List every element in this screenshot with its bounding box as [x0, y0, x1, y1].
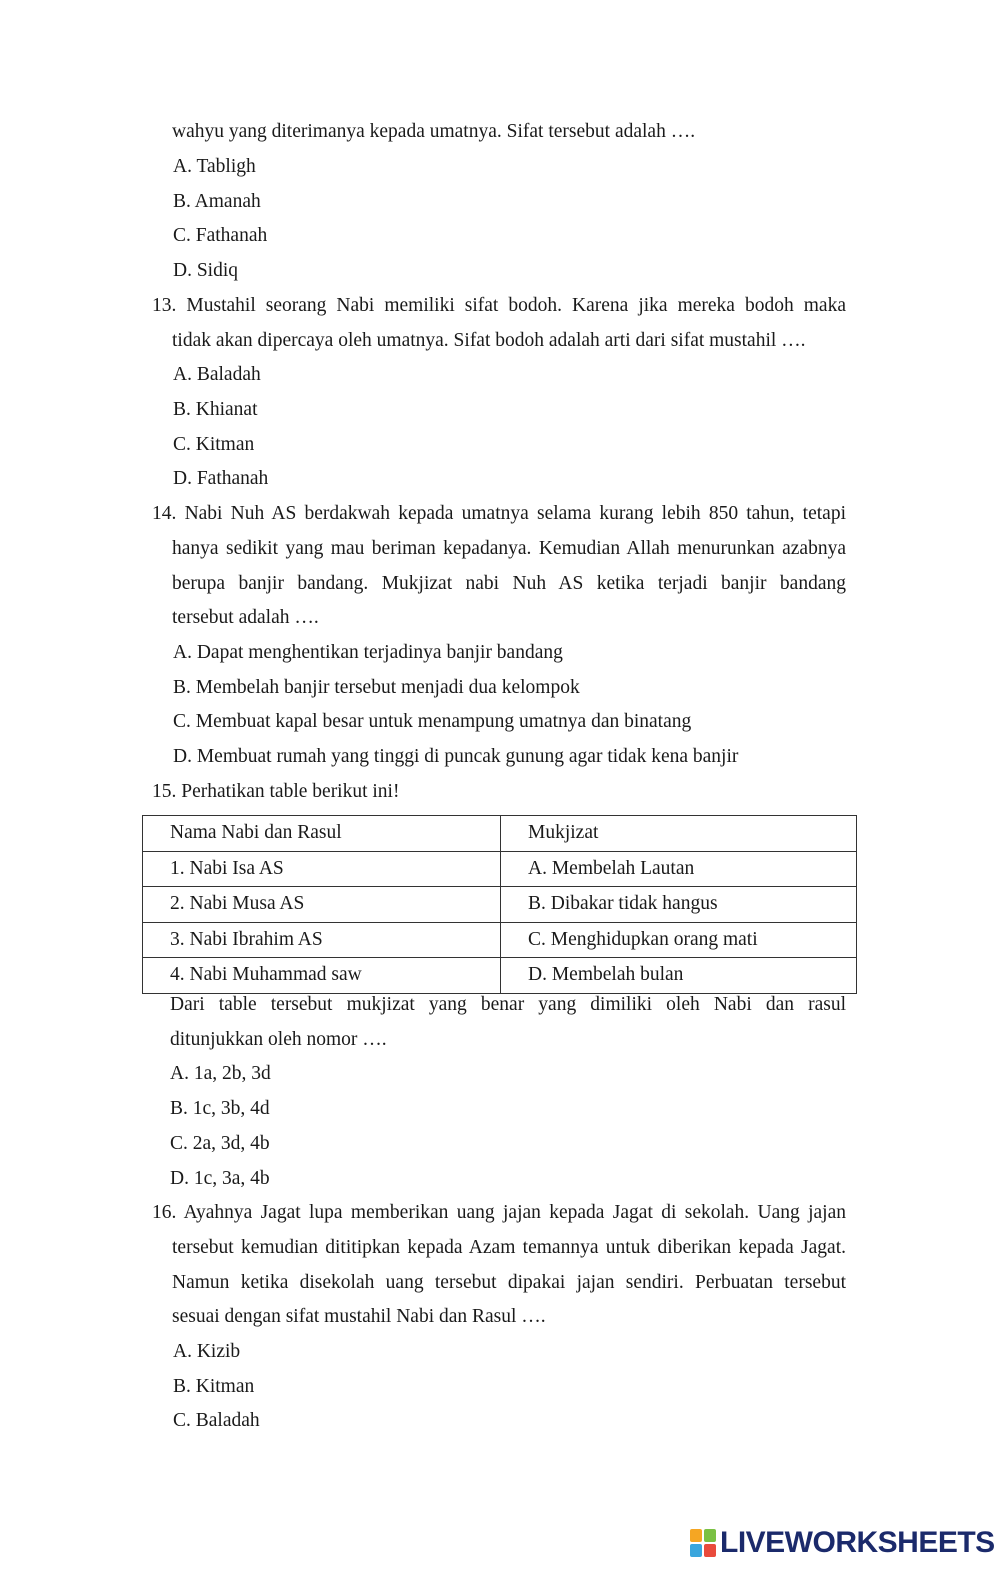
q15-stem-line-1: Dari table tersebut mukjizat yang benar yang dimiliki oleh Nabi dan rasul: [170, 994, 846, 1015]
q15-option-c: C. 2a, 3d, 4b: [170, 1133, 270, 1154]
q12-option-b: B. Amanah: [173, 191, 261, 212]
q13-option-a: A. Baladah: [173, 364, 261, 385]
table-cell: 4. Nabi Muhammad saw: [143, 958, 501, 994]
prophet-miracle-table: [142, 815, 857, 994]
q12-option-c: C. Fathanah: [173, 225, 268, 246]
table-cell: C. Menghidupkan orang mati: [501, 922, 857, 958]
q15-option-b: B. 1c, 3b, 4d: [170, 1098, 270, 1119]
q15-option-a: A. 1a, 2b, 3d: [170, 1063, 271, 1084]
q16-option-b: B. Kitman: [173, 1376, 255, 1397]
table-cell: 3. Nabi Ibrahim AS: [143, 922, 501, 958]
q14-option-c: C. Membuat kapal besar untuk menampung umatnya dan binatang: [173, 711, 692, 732]
logo-square: [690, 1529, 702, 1542]
q15-stem-line-2: ditunjukkan oleh nomor ….: [170, 1029, 387, 1050]
liveworksheets-brand[interactable]: [690, 1526, 995, 1560]
q12-option-d: D. Sidiq: [173, 260, 239, 281]
table-header-row: [143, 816, 857, 852]
q15-intro: 15. Perhatikan table berikut ini!: [152, 781, 400, 802]
q14-option-a: A. Dapat menghentikan terjadinya banjir bandang: [173, 642, 563, 663]
q14-stem-line-1: 14. Nabi Nuh AS berdakwah kepada umatnya selama kurang lebih 850 tahun, tetapi: [152, 503, 846, 524]
q12-stem-continuation: wahyu yang diterimanya kepada umatnya. Sifat tersebut adalah ….: [172, 121, 696, 142]
table-cell: A. Membelah Lautan: [501, 851, 857, 887]
table-cell: 2. Nabi Musa AS: [143, 887, 501, 923]
logo-square: [690, 1544, 702, 1557]
q12-option-a: A. Tabligh: [173, 156, 256, 177]
q16-stem-line-3: Namun ketika disekolah uang tersebut dipakai jajan sendiri. Perbuatan tersebut: [172, 1272, 846, 1293]
table-row: [143, 922, 857, 958]
logo-square: [704, 1544, 716, 1557]
brand-name: LIVEWORKSHEETS: [720, 1526, 995, 1559]
q13-option-d: D. Fathanah: [173, 468, 269, 489]
table-row: [143, 958, 857, 994]
table-row: [143, 851, 857, 887]
q16-stem-line-1: 16. Ayahnya Jagat lupa memberikan uang jajan kepada Jagat di sekolah. Uang jajan: [152, 1202, 846, 1223]
q13-stem-line-1: 13. Mustahil seorang Nabi memiliki sifat bodoh. Karena jika mereka bodoh maka: [152, 295, 846, 316]
q13-option-c: C. Kitman: [173, 434, 255, 455]
table-row: [143, 887, 857, 923]
q16-option-a: A. Kizib: [173, 1341, 241, 1362]
q14-stem-line-3: berupa banjir bandang. Mukjizat nabi Nuh AS ketika terjadi banjir bandang: [172, 573, 846, 594]
table-cell: B. Dibakar tidak hangus: [501, 887, 857, 923]
q14-option-b: B. Membelah banjir tersebut menjadi dua kelompok: [173, 677, 580, 698]
q14-stem-line-4: tersebut adalah ….: [172, 607, 319, 628]
table-cell: 1. Nabi Isa AS: [143, 851, 501, 887]
q14-stem-line-2: hanya sedikit yang mau beriman kepadanya. Kemudian Allah menurunkan azabnya: [172, 538, 846, 559]
q13-option-b: B. Khianat: [173, 399, 258, 420]
liveworksheets-logo-icon: [690, 1529, 716, 1557]
table-header-cell: Mukjizat: [501, 816, 857, 852]
q16-stem-line-4: sesuai dengan sifat mustahil Nabi dan Rasul ….: [172, 1306, 546, 1327]
q13-stem-line-2: tidak akan dipercaya oleh umatnya. Sifat bodoh adalah arti dari sifat mustahil ….: [172, 330, 806, 351]
logo-square: [704, 1529, 716, 1542]
q16-option-c: C. Baladah: [173, 1410, 260, 1431]
table-cell: D. Membelah bulan: [501, 958, 857, 994]
q14-option-d: D. Membuat rumah yang tinggi di puncak gunung agar tidak kena banjir: [173, 746, 739, 767]
q16-stem-line-2: tersebut kemudian dititipkan kepada Azam temannya untuk diberikan kepada Jagat.: [172, 1237, 846, 1258]
table-header-cell: Nama Nabi dan Rasul: [143, 816, 501, 852]
q15-option-d: D. 1c, 3a, 4b: [170, 1168, 270, 1189]
